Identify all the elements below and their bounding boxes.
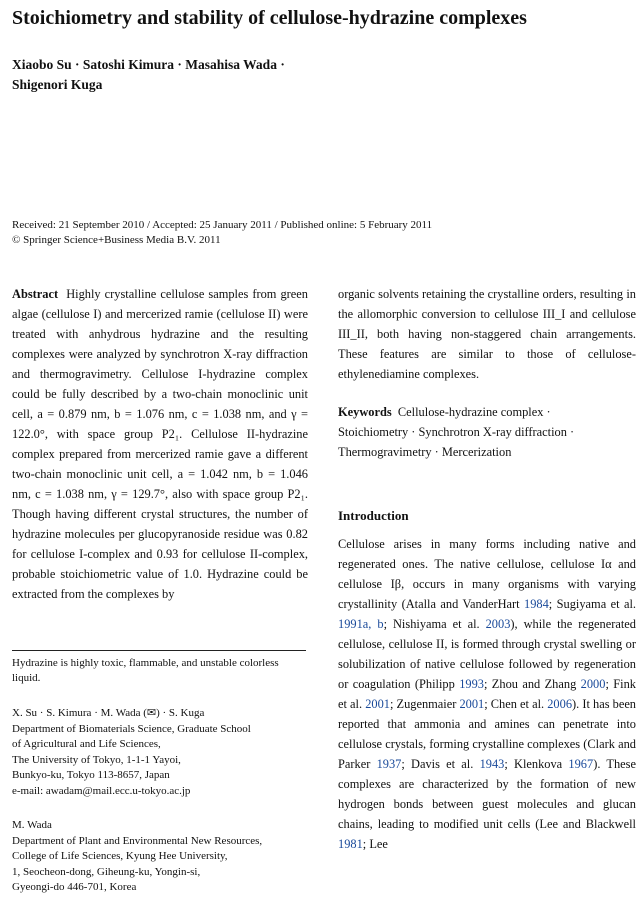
intro-text-segment: ; Fink et al. — [338, 677, 636, 711]
citation-link[interactable]: 1984 — [524, 597, 549, 611]
intro-text-segment: ; Davis et al. — [401, 757, 480, 771]
affiliation-block-2 — [12, 818, 312, 896]
right-column — [338, 284, 636, 854]
citation-link[interactable]: 1993 — [459, 677, 484, 691]
intro-text-segment: ; Chen et al. — [484, 697, 548, 711]
citation-link[interactable]: 2006 — [547, 697, 573, 711]
citation-link[interactable]: 1991a, b — [338, 617, 384, 631]
email-address[interactable]: e-mail: awadam@mail.ecc.u-tokyo.ac.jp — [12, 784, 191, 797]
copyright-notice: © Springer Science+Business Media B.V. 2011 — [12, 234, 221, 246]
citation-link[interactable]: 2001 — [459, 697, 485, 711]
keywords-block — [338, 402, 636, 462]
affiliation-line: Department of Biomaterials Science, Graduate School — [12, 722, 251, 735]
affiliation-line: 1, Seocheon-dong, Giheung-ku, Yongin-si, — [12, 865, 201, 878]
affiliation-line: X. Su · S. Kimura · M. Wada (✉) · S. Kuga — [12, 707, 205, 719]
footnote: Hydrazine is highly toxic, flammable, and unstable colorless liquid. — [12, 657, 279, 684]
citation-link[interactable]: 2001 — [365, 697, 390, 711]
intro-text-segment: ), while the regenerated cellulose, cellulose II, is formed through crystal swelling or solubilization of native cellulose followed by regeneration or coagulation (Philipp — [338, 617, 637, 691]
footnote-divider — [12, 650, 306, 651]
abstract-continuation: organic solvents retaining the crystalline orders, resulting in the allomorphic conversion to cellulose III_I and cellulose III_II, both having non-staggered chain arrangements. These features are similar to those of cellulose-ethylenediamine complexes. — [338, 287, 636, 381]
abstract-paragraph — [12, 284, 308, 604]
affiliation-line: of Agricultural and Life Sciences, — [12, 738, 161, 750]
intro-text-segment: ; Zhou and Zhang — [483, 677, 581, 691]
citation-link[interactable]: 1967 — [568, 757, 594, 771]
publication-dates — [12, 218, 632, 248]
intro-text-segment: ; Klenkova — [504, 757, 569, 771]
received-accepted-published: Received: 21 September 2010 / Accepted: 25 January 2011 / Published online: 5 February 2011 — [12, 219, 433, 231]
affiliation-line: Gyeongi-do 446-701, Korea — [12, 881, 137, 893]
affiliation-block-1 — [12, 706, 312, 799]
citation-link[interactable]: 2003 — [485, 617, 511, 631]
affiliation-line: M. Wada — [12, 819, 52, 831]
intro-text-segment: ; Zugenmaier — [389, 697, 460, 711]
introduction-paragraph — [338, 534, 636, 854]
citation-link[interactable]: 2000 — [580, 677, 606, 691]
author-list — [12, 55, 332, 95]
intro-text-segment: ; Nishiyama et al. — [383, 617, 486, 631]
keyword-text-1: Cellulose-hydrazine complex · — [397, 405, 551, 419]
citation-link[interactable]: 1937 — [376, 757, 402, 771]
left-column — [12, 284, 308, 604]
intro-text-segment: ). It has been reported that ammonia and amines can penetrate into cellulose crystals, forming crystalline complexes (Clark and Parker — [338, 697, 637, 771]
author-line-2: Shigenori Kuga — [12, 77, 103, 92]
affiliation-line: The University of Tokyo, 1-1-1 Yayoi, — [12, 753, 181, 766]
keywords-line-3: Thermogravimetry · Mercerization — [338, 445, 512, 459]
keywords-line-2: Stoichiometry · Synchrotron X-ray diffraction · — [338, 425, 575, 439]
affiliation-line: Department of Plant and Environmental New Resources, — [12, 834, 263, 847]
abstract-text-part1: Highly crystalline cellulose samples from green algae (cellulose I) and mercerized ramie (cellulose II) were treated with anhydrous hydrazine and the resulting complexes were analyzed by synchrotron X-ray diffraction and thermogravimetry. Cellulose I-hydrazine complex could be fully described by a two-chain monoclinic unit cell, a = 0.879 nm, b = 1.076 nm, c = 1.038 nm, and γ = 122.0°, with space group P2₁. Cellulose II-hydrazine complex prepared from mercerized ramie gave a different two-chain monoclinic unit cell, a = 1.042 nm, b = 1.046 nm, c = 1.038 nm, γ = 129.7°, also with space group P2₁. Though having different crystal structures, the number of hydrazine molecules per glucopyranoside residue was 0.82 for cellulose I-complex and 0.93 for cellulose II-complex, probable stoichiometric value of 1.0. Hydrazine could be extracted from the complexes by — [12, 287, 308, 601]
affiliation-line: Bunkyo-ku, Tokyo 113-8657, Japan — [12, 769, 170, 781]
introduction-heading: Introduction — [338, 508, 409, 523]
paper-title: Stoichiometry and stability of cellulose-hydrazine complexes — [12, 7, 527, 29]
keywords-line-1 — [338, 402, 636, 422]
affiliation-line: College of Life Sciences, Kyung Hee University, — [12, 850, 228, 862]
author-line-1: Xiaobo Su · Satoshi Kimura · Masahisa Wada · — [12, 57, 285, 72]
intro-text-segment: Cellulose arises in many forms including native and regenerated ones. The native cellulose, cellulose Iα and cellulose Iβ, occurs in many organisms with varying crystallinity (Atalla and VanderHart — [338, 537, 636, 611]
intro-text-segment: ; Sugiyama et al. — [548, 597, 636, 611]
intro-text-segment: ). These complexes are characterized by the formation of new hydrogen bonds between guest molecules and glucan chains, leading to modified unit cells (Lee and Blackwell — [338, 757, 636, 831]
intro-text-segment: ; Lee — [362, 837, 388, 851]
keywords-label: Keywords — [338, 405, 392, 419]
citation-link[interactable]: 1943 — [479, 757, 505, 771]
abstract-label: Abstract — [12, 287, 59, 301]
citation-link[interactable]: 1981 — [338, 837, 363, 851]
